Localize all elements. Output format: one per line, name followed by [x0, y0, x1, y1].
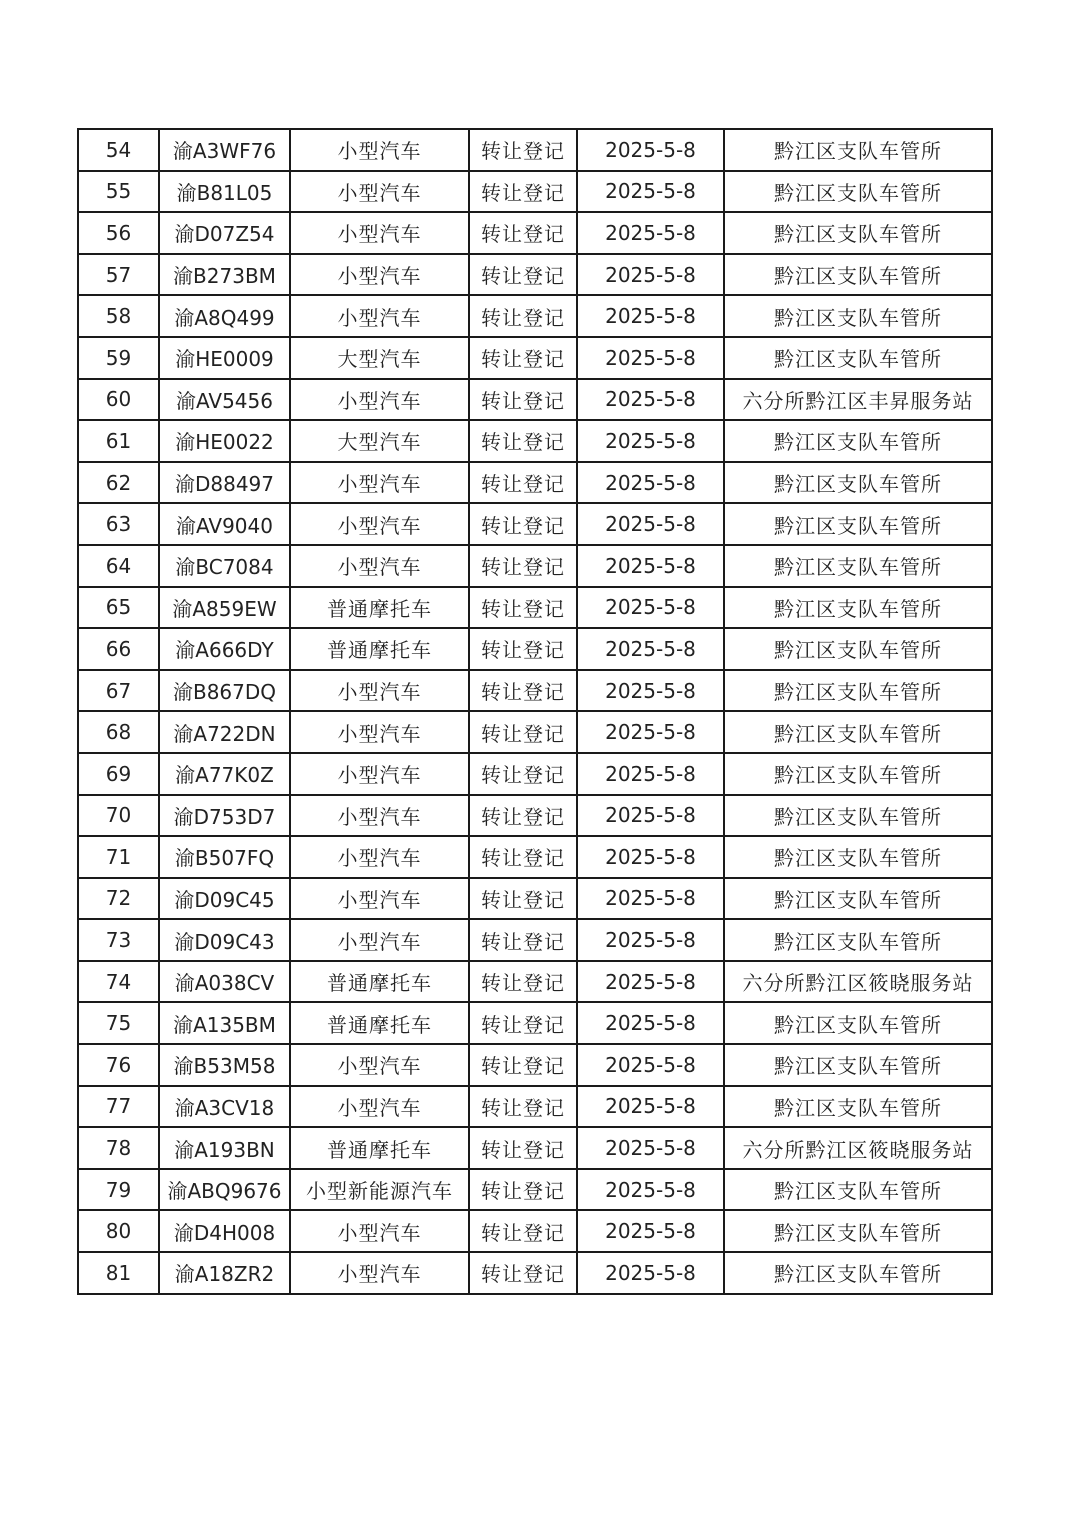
- vehicle-type-cell: 小型汽车: [290, 379, 469, 421]
- handling-office-cell: 黔江区支队车管所: [724, 795, 992, 837]
- vehicle-type-cell: 普通摩托车: [290, 961, 469, 1003]
- plate-number-cell: 渝BC7084: [159, 545, 290, 587]
- handling-office-cell: 黔江区支队车管所: [724, 1252, 992, 1294]
- plate-number-cell: 渝D09C45: [159, 878, 290, 920]
- plate-number-cell: 渝B53M58: [159, 1044, 290, 1086]
- row-number-cell: 75: [78, 1002, 159, 1044]
- business-type-cell: 转让登记: [469, 836, 577, 878]
- row-number-cell: 77: [78, 1086, 159, 1128]
- row-number-cell: 67: [78, 670, 159, 712]
- business-type-cell: 转让登记: [469, 1086, 577, 1128]
- row-number-cell: 71: [78, 836, 159, 878]
- row-number-cell: 76: [78, 1044, 159, 1086]
- vehicle-type-cell: 大型汽车: [290, 420, 469, 462]
- plate-number-cell: 渝AV9040: [159, 503, 290, 545]
- handling-office-cell: 黔江区支队车管所: [724, 628, 992, 670]
- table-row: [78, 420, 992, 462]
- table-row: [78, 711, 992, 753]
- plate-number-cell: 渝A3CV18: [159, 1086, 290, 1128]
- table-row: [78, 545, 992, 587]
- row-number-cell: 79: [78, 1169, 159, 1211]
- registration-date-cell: 2025-5-8: [577, 337, 724, 379]
- business-type-cell: 转让登记: [469, 1210, 577, 1252]
- registration-date-cell: 2025-5-8: [577, 1252, 724, 1294]
- vehicle-type-cell: 小型汽车: [290, 462, 469, 504]
- plate-number-cell: 渝D753D7: [159, 795, 290, 837]
- registration-date-cell: 2025-5-8: [577, 420, 724, 462]
- business-type-cell: 转让登记: [469, 295, 577, 337]
- vehicle-type-cell: 小型汽车: [290, 254, 469, 296]
- plate-number-cell: 渝ABQ9676: [159, 1169, 290, 1211]
- vehicle-type-cell: 小型汽车: [290, 1210, 469, 1252]
- handling-office-cell: 黔江区支队车管所: [724, 545, 992, 587]
- business-type-cell: 转让登记: [469, 545, 577, 587]
- business-type-cell: 转让登记: [469, 1002, 577, 1044]
- business-type-cell: 转让登记: [469, 1127, 577, 1169]
- business-type-cell: 转让登记: [469, 1169, 577, 1211]
- registration-date-cell: 2025-5-8: [577, 212, 724, 254]
- handling-office-cell: 六分所黔江区筱晓服务站: [724, 961, 992, 1003]
- table-row: [78, 1169, 992, 1211]
- table-row: [78, 836, 992, 878]
- registration-date-cell: 2025-5-8: [577, 753, 724, 795]
- row-number-cell: 56: [78, 212, 159, 254]
- vehicle-type-cell: 大型汽车: [290, 337, 469, 379]
- business-type-cell: 转让登记: [469, 628, 577, 670]
- handling-office-cell: 黔江区支队车管所: [724, 587, 992, 629]
- registration-date-cell: 2025-5-8: [577, 878, 724, 920]
- table-row: [78, 254, 992, 296]
- vehicle-type-cell: 小型汽车: [290, 1252, 469, 1294]
- registration-date-cell: 2025-5-8: [577, 1044, 724, 1086]
- row-number-cell: 58: [78, 295, 159, 337]
- business-type-cell: 转让登记: [469, 795, 577, 837]
- vehicle-type-cell: 小型汽车: [290, 1044, 469, 1086]
- handling-office-cell: 黔江区支队车管所: [724, 1210, 992, 1252]
- handling-office-cell: 黔江区支队车管所: [724, 670, 992, 712]
- plate-number-cell: 渝D07Z54: [159, 212, 290, 254]
- vehicle-type-cell: 小型汽车: [290, 295, 469, 337]
- handling-office-cell: 黔江区支队车管所: [724, 1086, 992, 1128]
- table-row: [78, 462, 992, 504]
- vehicle-type-cell: 小型汽车: [290, 171, 469, 213]
- row-number-cell: 81: [78, 1252, 159, 1294]
- registration-date-cell: 2025-5-8: [577, 961, 724, 1003]
- row-number-cell: 64: [78, 545, 159, 587]
- table-row: [78, 878, 992, 920]
- business-type-cell: 转让登记: [469, 587, 577, 629]
- business-type-cell: 转让登记: [469, 670, 577, 712]
- vehicle-type-cell: 小型汽车: [290, 836, 469, 878]
- plate-number-cell: 渝D88497: [159, 462, 290, 504]
- vehicle-type-cell: 小型汽车: [290, 670, 469, 712]
- registration-date-cell: 2025-5-8: [577, 462, 724, 504]
- row-number-cell: 61: [78, 420, 159, 462]
- plate-number-cell: 渝A18ZR2: [159, 1252, 290, 1294]
- plate-number-cell: 渝B867DQ: [159, 670, 290, 712]
- handling-office-cell: 黔江区支队车管所: [724, 462, 992, 504]
- vehicle-type-cell: 小型汽车: [290, 1086, 469, 1128]
- plate-number-cell: 渝HE0009: [159, 337, 290, 379]
- registration-date-cell: 2025-5-8: [577, 587, 724, 629]
- row-number-cell: 59: [78, 337, 159, 379]
- vehicle-type-cell: 小型汽车: [290, 878, 469, 920]
- business-type-cell: 转让登记: [469, 171, 577, 213]
- business-type-cell: 转让登记: [469, 129, 577, 171]
- plate-number-cell: 渝D09C43: [159, 919, 290, 961]
- business-type-cell: 转让登记: [469, 503, 577, 545]
- plate-number-cell: 渝HE0022: [159, 420, 290, 462]
- registration-date-cell: 2025-5-8: [577, 711, 724, 753]
- table-row: [78, 795, 992, 837]
- business-type-cell: 转让登记: [469, 420, 577, 462]
- table-row: [78, 379, 992, 421]
- registration-date-cell: 2025-5-8: [577, 628, 724, 670]
- business-type-cell: 转让登记: [469, 379, 577, 421]
- row-number-cell: 54: [78, 129, 159, 171]
- plate-number-cell: 渝D4H008: [159, 1210, 290, 1252]
- registration-date-cell: 2025-5-8: [577, 379, 724, 421]
- handling-office-cell: 黔江区支队车管所: [724, 878, 992, 920]
- plate-number-cell: 渝A77K0Z: [159, 753, 290, 795]
- vehicle-type-cell: 普通摩托车: [290, 587, 469, 629]
- vehicle-registration-table: [77, 128, 993, 1295]
- handling-office-cell: 黔江区支队车管所: [724, 836, 992, 878]
- vehicle-type-cell: 小型汽车: [290, 919, 469, 961]
- business-type-cell: 转让登记: [469, 961, 577, 1003]
- registration-date-cell: 2025-5-8: [577, 1127, 724, 1169]
- vehicle-type-cell: 小型汽车: [290, 503, 469, 545]
- handling-office-cell: 黔江区支队车管所: [724, 212, 992, 254]
- table-row: [78, 753, 992, 795]
- table-row: [78, 628, 992, 670]
- plate-number-cell: 渝A193BN: [159, 1127, 290, 1169]
- row-number-cell: 78: [78, 1127, 159, 1169]
- table-row: [78, 1086, 992, 1128]
- handling-office-cell: 黔江区支队车管所: [724, 503, 992, 545]
- plate-number-cell: 渝A3WF76: [159, 129, 290, 171]
- row-number-cell: 57: [78, 254, 159, 296]
- registration-date-cell: 2025-5-8: [577, 795, 724, 837]
- plate-number-cell: 渝A666DY: [159, 628, 290, 670]
- handling-office-cell: 六分所黔江区丰昇服务站: [724, 379, 992, 421]
- row-number-cell: 63: [78, 503, 159, 545]
- business-type-cell: 转让登记: [469, 1252, 577, 1294]
- row-number-cell: 66: [78, 628, 159, 670]
- business-type-cell: 转让登记: [469, 753, 577, 795]
- row-number-cell: 70: [78, 795, 159, 837]
- row-number-cell: 74: [78, 961, 159, 1003]
- row-number-cell: 73: [78, 919, 159, 961]
- handling-office-cell: 黔江区支队车管所: [724, 1169, 992, 1211]
- row-number-cell: 60: [78, 379, 159, 421]
- table-row: [78, 670, 992, 712]
- business-type-cell: 转让登记: [469, 462, 577, 504]
- vehicle-type-cell: 小型汽车: [290, 212, 469, 254]
- plate-number-cell: 渝A722DN: [159, 711, 290, 753]
- vehicle-type-cell: 小型汽车: [290, 753, 469, 795]
- handling-office-cell: 黔江区支队车管所: [724, 711, 992, 753]
- registration-date-cell: 2025-5-8: [577, 670, 724, 712]
- row-number-cell: 55: [78, 171, 159, 213]
- table-row: [78, 587, 992, 629]
- handling-office-cell: 黔江区支队车管所: [724, 337, 992, 379]
- vehicle-type-cell: 普通摩托车: [290, 1002, 469, 1044]
- plate-number-cell: 渝B273BM: [159, 254, 290, 296]
- handling-office-cell: 黔江区支队车管所: [724, 295, 992, 337]
- plate-number-cell: 渝A859EW: [159, 587, 290, 629]
- table-row: [78, 295, 992, 337]
- plate-number-cell: 渝AV5456: [159, 379, 290, 421]
- registration-date-cell: 2025-5-8: [577, 1210, 724, 1252]
- row-number-cell: 62: [78, 462, 159, 504]
- vehicle-type-cell: 小型汽车: [290, 129, 469, 171]
- vehicle-type-cell: 小型新能源汽车: [290, 1169, 469, 1211]
- registration-date-cell: 2025-5-8: [577, 171, 724, 213]
- registration-date-cell: 2025-5-8: [577, 1002, 724, 1044]
- registration-date-cell: 2025-5-8: [577, 1169, 724, 1211]
- row-number-cell: 69: [78, 753, 159, 795]
- table-row: [78, 129, 992, 171]
- row-number-cell: 65: [78, 587, 159, 629]
- business-type-cell: 转让登记: [469, 1044, 577, 1086]
- vehicle-type-cell: 小型汽车: [290, 545, 469, 587]
- handling-office-cell: 黔江区支队车管所: [724, 1044, 992, 1086]
- table-row: [78, 337, 992, 379]
- handling-office-cell: 黔江区支队车管所: [724, 420, 992, 462]
- plate-number-cell: 渝B81L05: [159, 171, 290, 213]
- table-row: [78, 171, 992, 213]
- business-type-cell: 转让登记: [469, 212, 577, 254]
- row-number-cell: 72: [78, 878, 159, 920]
- table-row: [78, 961, 992, 1003]
- row-number-cell: 68: [78, 711, 159, 753]
- handling-office-cell: 黔江区支队车管所: [724, 171, 992, 213]
- business-type-cell: 转让登记: [469, 711, 577, 753]
- table-row: [78, 1252, 992, 1294]
- registration-date-cell: 2025-5-8: [577, 503, 724, 545]
- vehicle-type-cell: 普通摩托车: [290, 628, 469, 670]
- business-type-cell: 转让登记: [469, 878, 577, 920]
- registration-date-cell: 2025-5-8: [577, 836, 724, 878]
- table-body: [78, 129, 992, 1294]
- business-type-cell: 转让登记: [469, 337, 577, 379]
- registration-date-cell: 2025-5-8: [577, 254, 724, 296]
- handling-office-cell: 黔江区支队车管所: [724, 919, 992, 961]
- registration-date-cell: 2025-5-8: [577, 919, 724, 961]
- business-type-cell: 转让登记: [469, 919, 577, 961]
- vehicle-type-cell: 小型汽车: [290, 795, 469, 837]
- table-row: [78, 1002, 992, 1044]
- business-type-cell: 转让登记: [469, 254, 577, 296]
- vehicle-type-cell: 普通摩托车: [290, 1127, 469, 1169]
- row-number-cell: 80: [78, 1210, 159, 1252]
- table-row: [78, 1210, 992, 1252]
- registration-date-cell: 2025-5-8: [577, 295, 724, 337]
- table-row: [78, 503, 992, 545]
- registration-date-cell: 2025-5-8: [577, 545, 724, 587]
- vehicle-type-cell: 小型汽车: [290, 711, 469, 753]
- handling-office-cell: 黔江区支队车管所: [724, 254, 992, 296]
- plate-number-cell: 渝A135BM: [159, 1002, 290, 1044]
- table-row: [78, 1127, 992, 1169]
- plate-number-cell: 渝A038CV: [159, 961, 290, 1003]
- handling-office-cell: 黔江区支队车管所: [724, 1002, 992, 1044]
- registration-date-cell: 2025-5-8: [577, 1086, 724, 1128]
- handling-office-cell: 六分所黔江区筱晓服务站: [724, 1127, 992, 1169]
- plate-number-cell: 渝B507FQ: [159, 836, 290, 878]
- registration-date-cell: 2025-5-8: [577, 129, 724, 171]
- table-row: [78, 1044, 992, 1086]
- handling-office-cell: 黔江区支队车管所: [724, 753, 992, 795]
- handling-office-cell: 黔江区支队车管所: [724, 129, 992, 171]
- plate-number-cell: 渝A8Q499: [159, 295, 290, 337]
- table-row: [78, 212, 992, 254]
- table-row: [78, 919, 992, 961]
